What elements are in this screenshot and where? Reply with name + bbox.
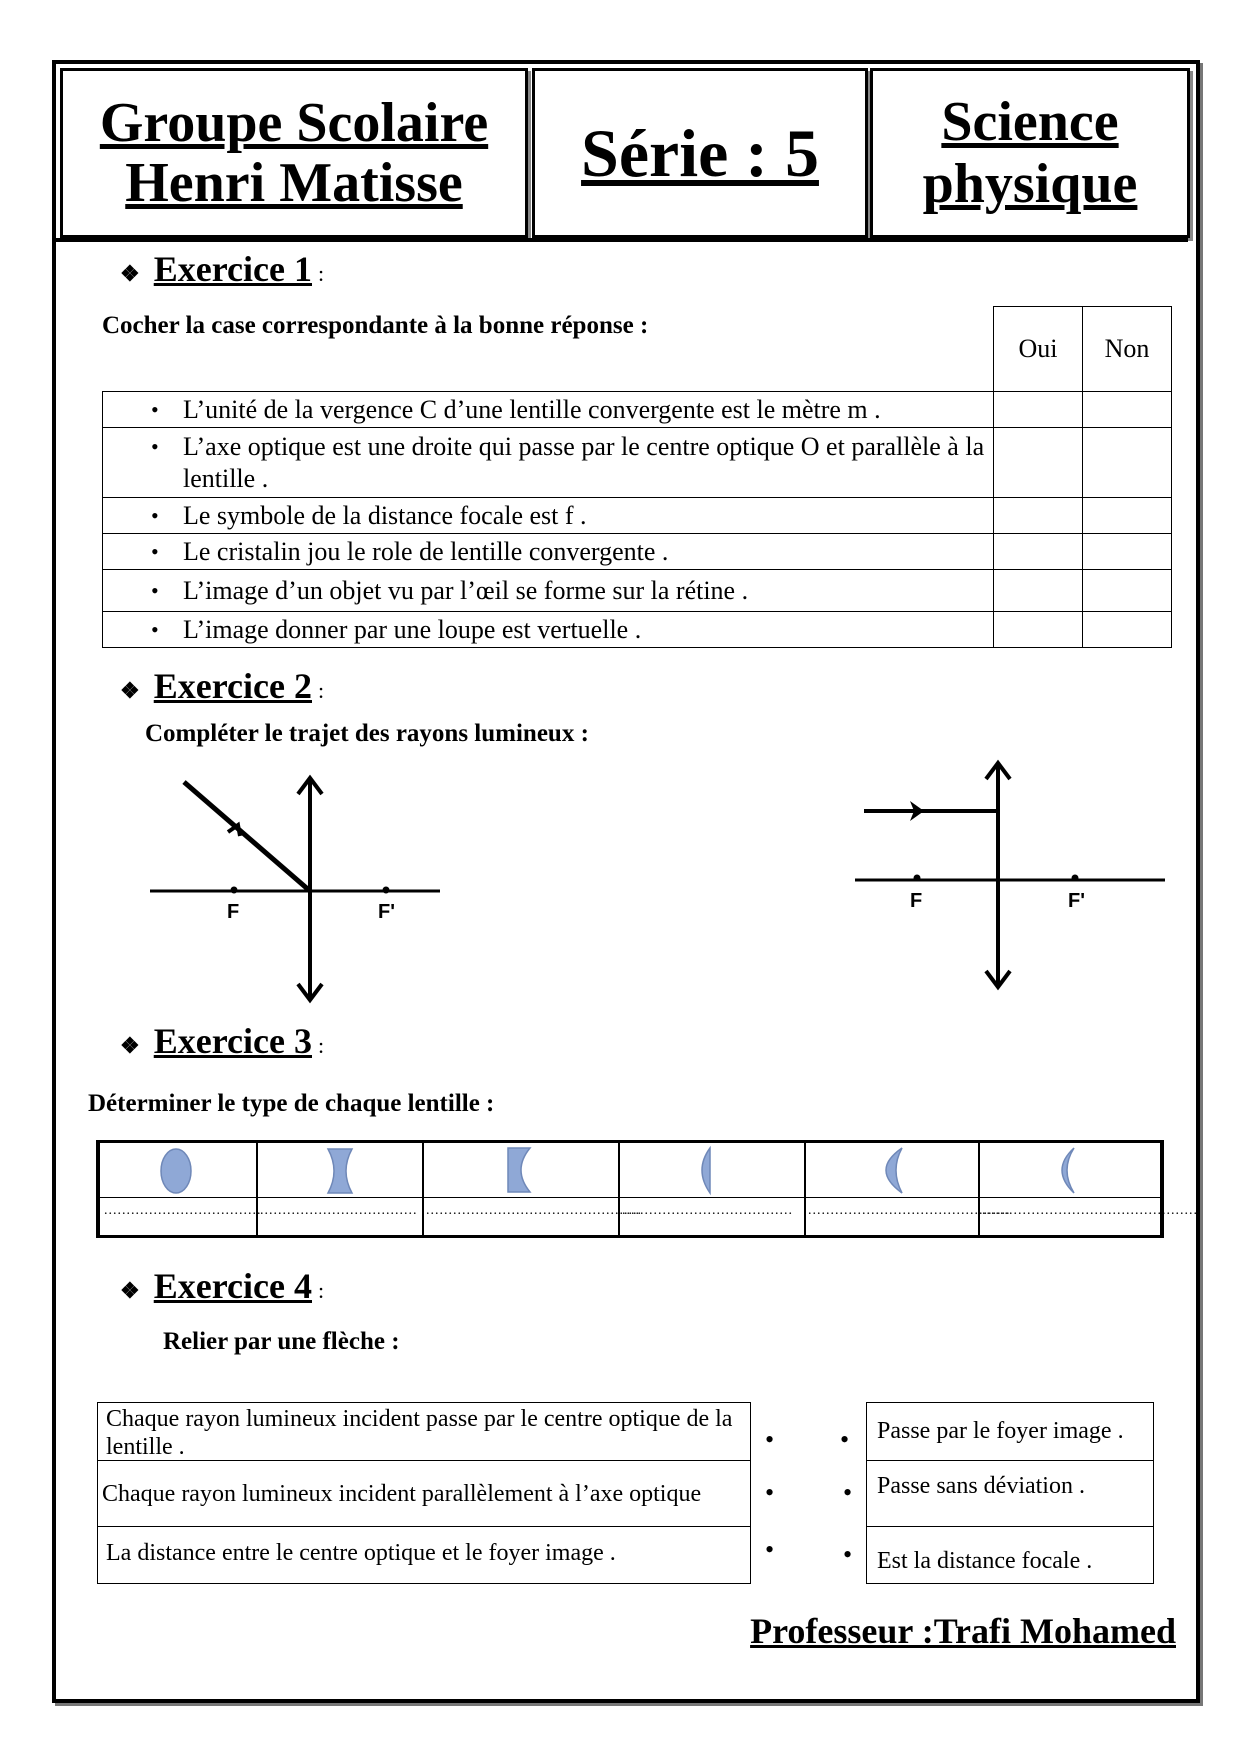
exercise-1-title: ❖ Exercice 1 :: [120, 249, 325, 289]
header-divider: [56, 238, 1188, 242]
checkbox-non[interactable]: [1083, 570, 1172, 612]
label-f-prime: F': [1068, 890, 1085, 912]
answer-field[interactable]: ...................................: [104, 1203, 262, 1218]
col-oui: Oui: [994, 307, 1083, 392]
lens-diagram-2: [850, 755, 1170, 1005]
list-item: Chaque rayon lumineux incident parallèlement à l’axe optique: [98, 1461, 750, 1527]
table-row: • L’axe optique est une droite qui passe par le centre optique O et parallèle à la lentille .: [103, 428, 1172, 498]
answer-field[interactable]: .............................................: [808, 1203, 1011, 1218]
converging-meniscus-lens-icon: [1062, 1148, 1074, 1193]
list-item: Est la distance focale .: [877, 1547, 1093, 1574]
exercise-4-title: ❖ Exercice 4 :: [120, 1266, 325, 1306]
school-name: Groupe Scolaire Henri Matisse: [60, 68, 528, 238]
diverging-meniscus-lens-icon: [886, 1148, 902, 1193]
checkbox-non[interactable]: [1083, 612, 1172, 648]
match-dot-right[interactable]: •: [840, 1425, 850, 1454]
biconcave-lens-icon: [328, 1149, 352, 1193]
col-non: Non: [1083, 307, 1172, 392]
checkbox-non[interactable]: [1083, 498, 1172, 534]
lens-cell-meniscus-concave: [804, 1143, 1011, 1235]
focal-point-f-prime: [383, 887, 390, 894]
lens-type-table: [96, 1140, 1198, 1238]
lens-cell-plano-concave: [422, 1143, 642, 1235]
table-row: • L’unité de la vergence C d’une lentille convergente est le mètre m .: [103, 392, 1172, 428]
checkbox-oui[interactable]: [994, 612, 1083, 648]
checkbox-oui[interactable]: [994, 534, 1083, 570]
matching-right-column: [866, 1402, 1154, 1584]
match-dot-left[interactable]: •: [765, 1535, 775, 1564]
exercise-1-instruction: Cocher la case correspondante à la bonne réponse :: [102, 312, 649, 339]
checkbox-non[interactable]: [1083, 534, 1172, 570]
subject-title: Science physique: [870, 68, 1190, 238]
lens-cell-biconvex: [100, 1143, 262, 1235]
diamond-bullet-icon: ❖: [120, 261, 140, 286]
exercise-2-instruction: Compléter le trajet des rayons lumineux :: [145, 720, 589, 747]
list-item: La distance entre le centre optique et le foyer image .: [106, 1540, 616, 1566]
list-item: Passe sans déviation .: [867, 1461, 1153, 1527]
list-item: Chaque rayon lumineux incident passe par le centre optique de la lentille .: [98, 1403, 750, 1461]
match-dot-right[interactable]: •: [843, 1540, 853, 1569]
biconvex-lens-icon: [161, 1149, 191, 1193]
label-f: F: [910, 890, 923, 912]
match-dot-right[interactable]: •: [843, 1478, 853, 1507]
table-row: • Le cristalin jou le role de lentille convergente .: [103, 534, 1172, 570]
table-row: • L’image donner par une loupe est vertuelle .: [103, 612, 1172, 648]
match-dot-left[interactable]: •: [765, 1425, 775, 1454]
exercise-3-instruction: Déterminer le type de chaque lentille :: [88, 1090, 495, 1117]
answer-field[interactable]: ......................................: [622, 1203, 793, 1218]
incident-ray: [184, 782, 310, 891]
lens-cell-plano-convex: [618, 1143, 806, 1235]
serie-title: Série : 5: [532, 68, 868, 238]
diamond-bullet-icon: ❖: [120, 1033, 140, 1058]
exercise-4-instruction: Relier par une flèche :: [163, 1328, 400, 1355]
professor-signature: Professeur :Trafi Mohamed: [750, 1611, 1176, 1651]
table-row: • L’image d’un objet vu par l’œil se forme sur la rétine .: [103, 570, 1172, 612]
checkbox-oui[interactable]: [994, 428, 1083, 498]
diamond-bullet-icon: ❖: [120, 678, 140, 703]
answer-field[interactable]: ...................................: [260, 1203, 418, 1218]
focal-point-f: [231, 887, 238, 894]
lens-cell-meniscus-convex: [978, 1143, 1198, 1235]
matching-left-column: [97, 1402, 751, 1584]
checkbox-oui[interactable]: [994, 570, 1083, 612]
ray-direction-icon: [228, 825, 240, 836]
table-row: • Le symbole de la distance focale est f .: [103, 498, 1172, 534]
exercise-2-title: ❖ Exercice 2 :: [120, 666, 325, 706]
match-dot-left[interactable]: •: [765, 1478, 775, 1507]
exercise-1-table: [102, 306, 1172, 648]
label-f: F: [227, 901, 240, 923]
plano-convex-lens-icon: [702, 1148, 710, 1193]
checkbox-non[interactable]: [1083, 428, 1172, 498]
diamond-bullet-icon: ❖: [120, 1278, 140, 1303]
plano-concave-lens-icon: [508, 1148, 530, 1192]
checkbox-non[interactable]: [1083, 392, 1172, 428]
answer-field[interactable]: ................................................: [982, 1203, 1198, 1218]
list-item: Passe par le foyer image .: [867, 1403, 1153, 1461]
checkbox-oui[interactable]: [994, 392, 1083, 428]
lens-cell-biconcave: [256, 1143, 424, 1235]
lens-diagram-1: [140, 770, 450, 1010]
checkbox-oui[interactable]: [994, 498, 1083, 534]
exercise-3-title: ❖ Exercice 3 :: [120, 1021, 325, 1061]
answer-field[interactable]: ................................................: [426, 1203, 642, 1218]
focal-point-f-prime: [1072, 875, 1079, 882]
label-f-prime: F': [378, 901, 395, 923]
focal-point-f: [914, 875, 921, 882]
